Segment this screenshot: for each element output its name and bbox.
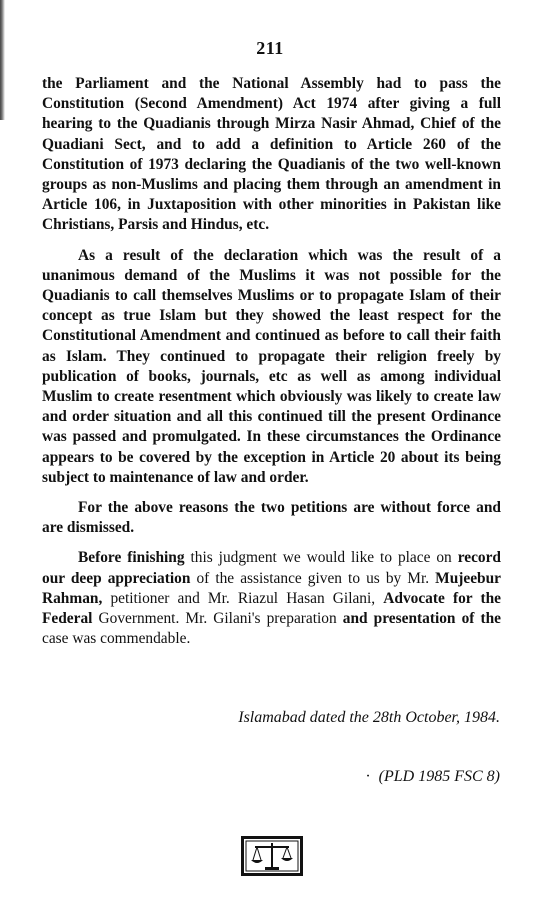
- paragraph-4-run-4: of the assistance given to us by Mr.: [190, 569, 436, 587]
- citation-text: (PLD 1985 FSC 8): [378, 768, 500, 785]
- citation: [365, 768, 500, 786]
- place-and-date: Islamabad dated the 28th October, 1984.: [238, 709, 500, 726]
- paragraph-3-text: For the above reasons the two petitions are without force and are dismissed.: [42, 499, 501, 537]
- paragraph-4-run-6: petitioner and Mr. Riazul Hasan Gilani,: [102, 589, 384, 607]
- paragraph-1-text: the Parliament and the National Assembly had to pass the Constitution (Second Amendment) Act 1974 after giving a full hearing to the Quadianis through Mirza Nasir Ahmad, Chief of the Quadiani Sect, and to add a definition to Article 260 of the Constitution of 1973 declaring the Quadianis of the two well-known groups as non-Muslims and placing them through an amendment in Article 106, in Juxtaposition with other minorities in Pakistan like Christians, Parsis and Hindus, etc.: [42, 75, 501, 234]
- paragraph-2-text: As a result of the declaration which was the result of a unanimous demand of the Muslims it was not possible for the Quadianis to call themselves Muslims or to propagate Islam of their concept as true Islam but they showed the least respect for the Constitutional Amendment and continued as before to call their faith as Islam. They continued to propagate their religion freely by publication of books, journals, etc as well as among individual Muslim to create resentment which obviously was likely to create law and order situation and all this continued till the present Ordinance was passed and promulgated. In these circumstances the Ordinance appears to be covered by the exception in Article 20 about its being subject to maintenance of law and order.: [42, 246, 501, 486]
- paragraph-4-run-9: and presentation of the: [342, 610, 501, 628]
- paragraph-2: [42, 246, 501, 488]
- paragraph-4: [42, 548, 501, 649]
- paragraph-1: [42, 74, 501, 236]
- paragraph-4-run-10: case was commendable.: [42, 630, 191, 648]
- paragraph-4-run-8: Government. Mr. Gilani's preparation: [92, 610, 343, 628]
- paragraph-4-run-5: Mujeebur Rahman,: [42, 569, 501, 607]
- paragraph-4-run-2: this judgment we would like to place on: [184, 549, 458, 567]
- paragraph-4-run-3: record our deep appreciation: [42, 549, 501, 587]
- paragraph-4-run-7: Advocate for the Federal: [42, 589, 501, 628]
- scan-edge-shadow: [0, 0, 5, 120]
- citation-marker: ·: [365, 768, 371, 785]
- judgment-body: [42, 74, 501, 649]
- paragraph-3: [42, 498, 501, 538]
- page-number: 211: [256, 38, 284, 58]
- scales-of-justice-icon: [241, 836, 303, 876]
- paragraph-4-run-1: Before finishing: [78, 549, 185, 567]
